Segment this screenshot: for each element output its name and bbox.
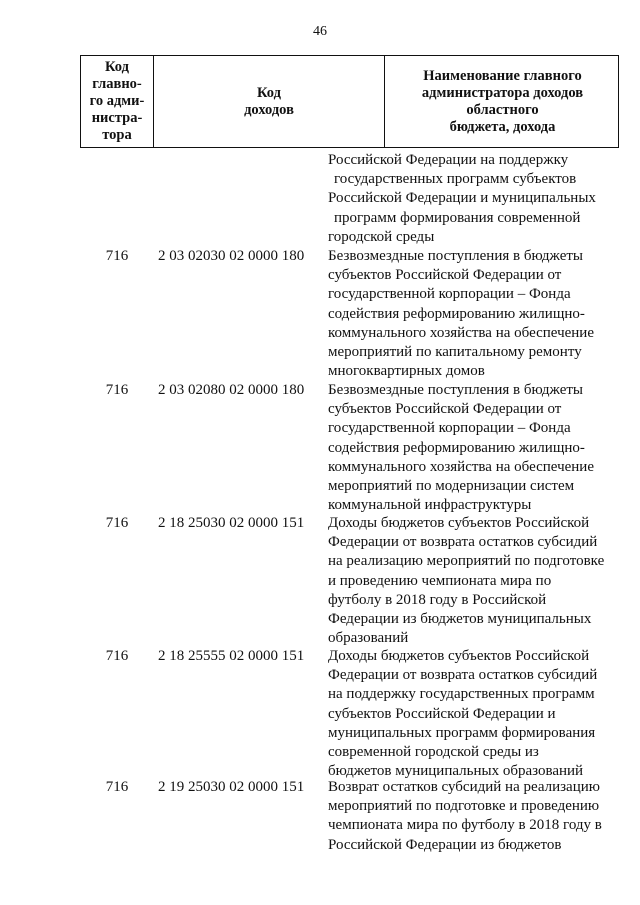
- name-line: Федерации из бюджетов муниципальных: [328, 611, 592, 628]
- name-line: Безвозмездные поступления в бюджеты: [328, 382, 583, 398]
- name-line: содействия реформированию жилищно-: [328, 305, 585, 322]
- name-line: муниципальных программ формирования: [328, 724, 596, 741]
- name-line: мероприятий по подготовке и проведению: [328, 798, 600, 815]
- name-line: Российской Федерации на поддержку: [328, 152, 569, 168]
- name-line: Российской Федерации из бюджетов: [328, 836, 562, 853]
- name-line: государственной корпорации – Фонда: [328, 286, 571, 303]
- name-line: мероприятий по модернизации систем: [328, 478, 575, 495]
- page-number: 46: [313, 24, 327, 39]
- income-name: [328, 647, 608, 781]
- name-line: субъектов Российской Федерации от: [328, 401, 562, 418]
- header-line: Код: [105, 59, 129, 75]
- name-line: многоквартирных домов: [328, 363, 485, 380]
- income-name: [328, 778, 608, 855]
- income-code: 2 18 25555 02 0000 151: [158, 648, 305, 664]
- name-line: современной городской среды из: [328, 744, 539, 761]
- name-line: бюджетов муниципальных образований: [328, 763, 584, 780]
- name-line: содействия реформированию жилищно-: [328, 439, 585, 456]
- name-line: Безвозмездные поступления в бюджеты: [328, 248, 583, 264]
- header-line: нистра-: [91, 110, 143, 126]
- income-name: [328, 514, 608, 648]
- name-line: субъектов Российской Федерации и: [328, 705, 556, 722]
- income-name: [328, 247, 608, 381]
- admin-code: 716: [105, 648, 129, 664]
- admin-code: 716: [105, 248, 129, 264]
- name-line: субъектов Российской Федерации от: [328, 267, 562, 284]
- header-line: тора: [102, 127, 132, 143]
- name-line: Федерации от возврата остатков субсидий: [328, 534, 598, 551]
- income-code: 2 19 25030 02 0000 151: [158, 779, 305, 795]
- name-line: Доходы бюджетов субъектов Российской: [328, 648, 590, 664]
- name-line: Доходы бюджетов субъектов Российской: [328, 515, 590, 531]
- header-line: администратора доходов областного: [421, 84, 584, 118]
- name-line: футболу в 2018 году в Российской: [328, 591, 547, 608]
- header-line: го адми-: [89, 93, 145, 109]
- header-line: главно-: [92, 76, 142, 92]
- name-line: на реализацию мероприятий по подготовке: [328, 553, 605, 570]
- income-name: [328, 381, 608, 515]
- income-code: 2 03 02030 02 0000 180: [158, 248, 305, 264]
- name-line: программ формирования современной: [334, 209, 581, 226]
- name-line: и проведению чемпионата мира по: [328, 572, 552, 589]
- name-line: образований: [328, 630, 409, 647]
- income-name: [328, 151, 608, 247]
- admin-code: 716: [105, 779, 129, 795]
- income-code: 2 18 25030 02 0000 151: [158, 515, 305, 531]
- admin-code: 716: [105, 382, 129, 398]
- name-line: Возврат остатков субсидий на реализацию: [328, 779, 600, 795]
- name-line: коммунальной инфраструктуры: [328, 497, 532, 514]
- name-line: государственных программ субъектов: [334, 171, 577, 188]
- header-line: бюджета, дохода: [449, 118, 556, 135]
- name-line: мероприятий по капитальному ремонту: [328, 344, 582, 361]
- name-line: коммунального хозяйства на обеспечение: [328, 458, 594, 475]
- name-line: государственной корпорации – Фонда: [328, 420, 571, 437]
- name-line: Федерации от возврата остатков субсидий: [328, 667, 598, 684]
- name-line: чемпионата мира по футболу в 2018 году в: [328, 817, 602, 834]
- name-line: на поддержку государственных программ: [328, 686, 595, 703]
- name-line: городской среды: [328, 228, 435, 245]
- header-line: Наименование главного: [423, 67, 582, 84]
- income-code: 2 03 02080 02 0000 180: [158, 382, 305, 398]
- admin-code: 716: [105, 515, 129, 531]
- name-line: Российской Федерации и муниципальных: [328, 190, 596, 207]
- header-line: доходов: [244, 101, 294, 118]
- name-line: коммунального хозяйства на обеспечение: [328, 324, 594, 341]
- header-line: Код: [257, 84, 281, 101]
